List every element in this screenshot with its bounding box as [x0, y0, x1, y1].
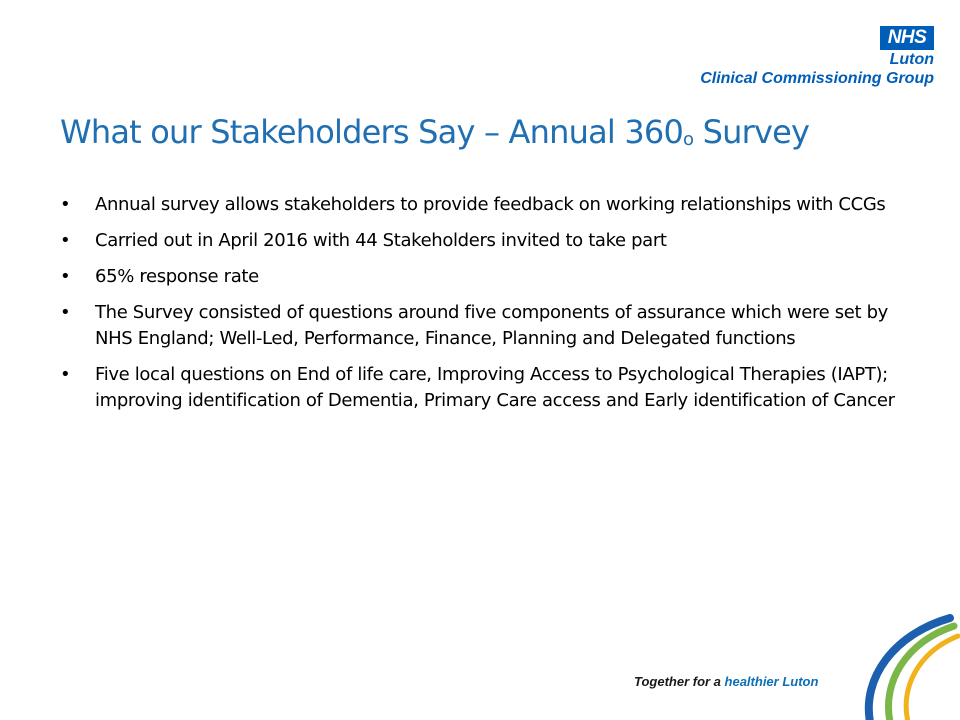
logo-org-name: Clinical Commissioning Group	[700, 70, 934, 87]
bullet-item	[60, 228, 910, 254]
bullet-item	[60, 362, 910, 414]
bullet-text: Five local questions on End of life care, Improving Access to Psychological Therapies (IAPT); improving identification of Dementia, Primary Care access and Early identification of Cancer	[95, 364, 895, 411]
bullet-icon: •	[60, 194, 71, 215]
bullet-icon: •	[60, 302, 71, 323]
tagline-start: Together for a	[634, 674, 725, 689]
logo-place-name: Luton	[889, 51, 934, 68]
bullet-text: 65% response rate	[95, 266, 259, 287]
title-main-text: What our Stakeholders Say – Annual 360	[60, 113, 684, 151]
title-suffix-text: Survey	[693, 113, 810, 151]
title-degree-superscript: o	[683, 129, 694, 150]
bullet-item	[60, 264, 910, 290]
swoosh-graphic	[790, 610, 960, 720]
bullet-text: Carried out in April 2016 with 44 Stakeholders invited to take part	[95, 230, 667, 251]
slide-title	[60, 104, 920, 166]
bullet-icon: •	[60, 230, 71, 251]
bullet-text: The Survey consisted of questions around five components of assurance which were set by NHS England; Well-Led, Performance, Finance, Planning and Delegated functions	[95, 302, 888, 349]
nhs-badge: NHS	[880, 26, 934, 50]
footer-tagline	[634, 674, 818, 690]
bullet-item	[60, 300, 910, 352]
bullet-icon: •	[60, 364, 71, 385]
nhs-logo	[674, 26, 934, 89]
bullet-item	[60, 192, 910, 218]
bullet-icon: •	[60, 266, 71, 287]
bullet-text: Annual survey allows stakeholders to provide feedback on working relationships with CCGs	[95, 194, 886, 215]
tagline-accent: healthier Luton	[724, 674, 819, 689]
bullet-list	[60, 192, 910, 424]
